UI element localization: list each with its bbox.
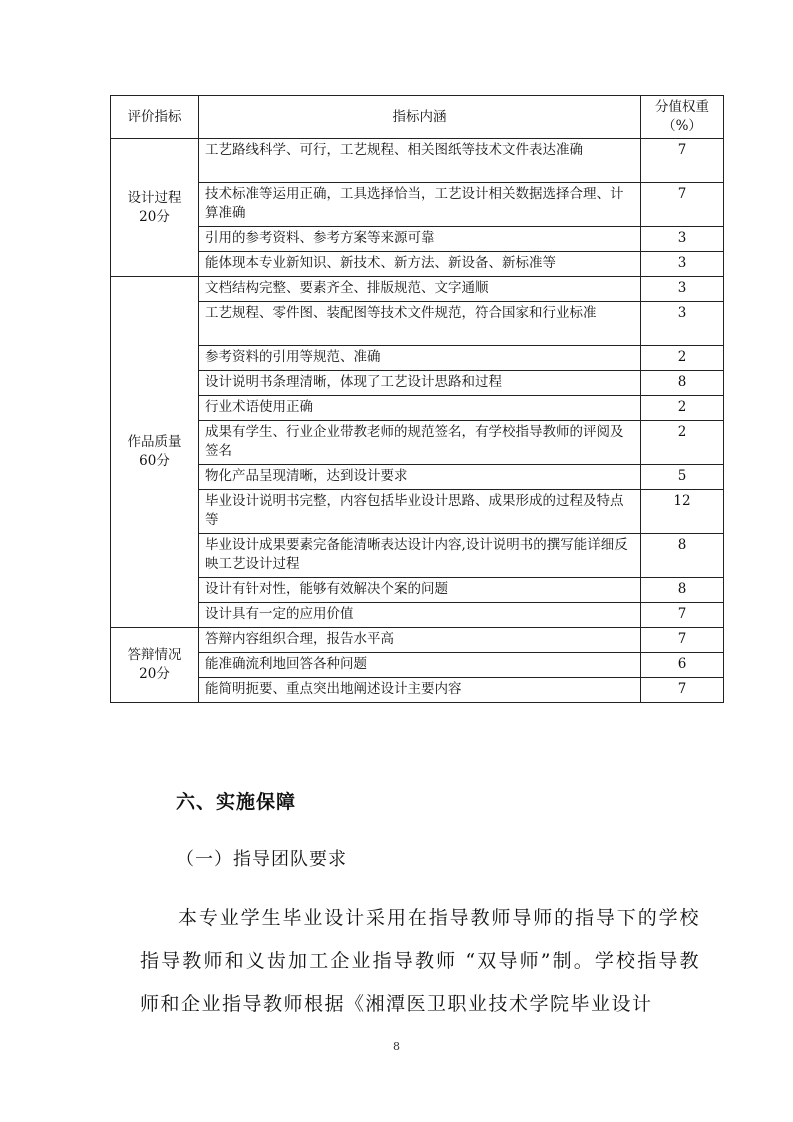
criterion-weight: 8 [641, 534, 724, 578]
page-number: 8 [393, 1040, 400, 1053]
criterion-text: 能简明扼要、重点突出地阐述设计主要内容 [199, 678, 641, 703]
criterion-text: 工艺路线科学、可行，工艺规程、相关图纸等技术文件表达准确 [199, 139, 641, 183]
category-name: 作品质量 [127, 434, 182, 450]
category-name: 答辩情况 [127, 647, 182, 663]
criterion-text: 设计具有一定的应用价值 [199, 603, 641, 628]
criterion-text: 技术标准等运用正确，工具选择恰当，工艺设计相关数据选择合理、计算准确 [199, 183, 641, 227]
category-score: 20分 [139, 208, 170, 225]
criterion-weight: 3 [641, 227, 724, 252]
criterion-weight: 2 [641, 346, 724, 371]
category-cell [111, 139, 199, 277]
criterion-text: 能准确流利地回答各种问题 [199, 653, 641, 678]
criterion-weight: 3 [641, 252, 724, 277]
table-header-row [111, 96, 724, 139]
criterion-weight: 8 [641, 371, 724, 396]
table-row [111, 346, 724, 371]
criterion-text: 引用的参考资料、参考方案等来源可靠 [199, 227, 641, 252]
criterion-weight: 3 [641, 302, 724, 346]
table-row [111, 578, 724, 603]
table-row [111, 227, 724, 252]
table-row [111, 421, 724, 465]
table-row [111, 252, 724, 277]
criterion-weight: 2 [641, 396, 724, 421]
category-score: 60分 [139, 453, 170, 469]
criterion-weight: 7 [641, 183, 724, 227]
criterion-text: 设计有针对性，能够有效解决个案的问题 [199, 578, 641, 603]
criterion-text: 文档结构完整、要素齐全、排版规范、文字通顺 [199, 277, 641, 302]
criterion-text: 工艺规程、零件图、装配图等技术文件规范，符合国家和行业标准 [199, 302, 641, 346]
header-content: 指标内涵 [199, 96, 641, 139]
criterion-weight: 5 [641, 465, 724, 490]
table-row [111, 628, 724, 653]
table-row [111, 490, 724, 534]
category-score: 20分 [139, 666, 170, 682]
table-row [111, 465, 724, 490]
criterion-weight: 8 [641, 578, 724, 603]
evaluation-table [110, 95, 724, 703]
table-row [111, 653, 724, 678]
category-cell [111, 277, 199, 628]
criterion-weight: 6 [641, 653, 724, 678]
criterion-text: 物化产品呈现清晰，达到设计要求 [199, 465, 641, 490]
table-row [111, 183, 724, 227]
table-row [111, 371, 724, 396]
criterion-weight: 3 [641, 277, 724, 302]
criterion-text: 能体现本专业新知识、新技术、新方法、新设备、新标准等 [199, 252, 641, 277]
header-criteria: 评价指标 [111, 96, 199, 139]
criterion-weight: 2 [641, 421, 724, 465]
criterion-text: 参考资料的引用等规范、准确 [199, 346, 641, 371]
table-row [111, 603, 724, 628]
criterion-text: 毕业设计成果要素完备能清晰表达设计内容,设计说明书的撰写能详细反映工艺设计过程 [199, 534, 641, 578]
table-row [111, 534, 724, 578]
criterion-weight: 12 [641, 490, 724, 534]
body-paragraph: 本专业学生毕业设计采用在指导教师导师的指导下的学校指导教师和义齿加工企业指导教师 “双导师”制。学校指导教师和企业指导教师根据《湘潭医卫职业技术学院毕业设计 [140, 907, 700, 1015]
criterion-text: 行业术语使用正确 [199, 396, 641, 421]
criterion-weight: 7 [641, 139, 724, 183]
table-row [111, 678, 724, 703]
table-row [111, 139, 724, 183]
category-cell [111, 628, 199, 703]
criterion-text: 答辩内容组织合理，报告水平高 [199, 628, 641, 653]
criterion-text: 成果有学生、行业企业带教老师的规范签名，有学校指导教师的评阅及签名 [199, 421, 641, 465]
category-name: 设计过程 [127, 189, 182, 206]
header-weight: 分值权重（%） [641, 96, 724, 139]
criterion-weight: 7 [641, 628, 724, 653]
table-row [111, 396, 724, 421]
criterion-text: 毕业设计说明书完整，内容包括毕业设计思路、成果形成的过程及特点等 [199, 490, 641, 534]
criterion-weight: 7 [641, 603, 724, 628]
criterion-text: 设计说明书条理清晰，体现了工艺设计思路和过程 [199, 371, 641, 396]
subsection-title: （一）指导团队要求 [176, 849, 347, 870]
table-row [111, 302, 724, 346]
table-row [111, 277, 724, 302]
criterion-weight: 7 [641, 678, 724, 703]
section-title: 六、实施保障 [176, 791, 297, 813]
